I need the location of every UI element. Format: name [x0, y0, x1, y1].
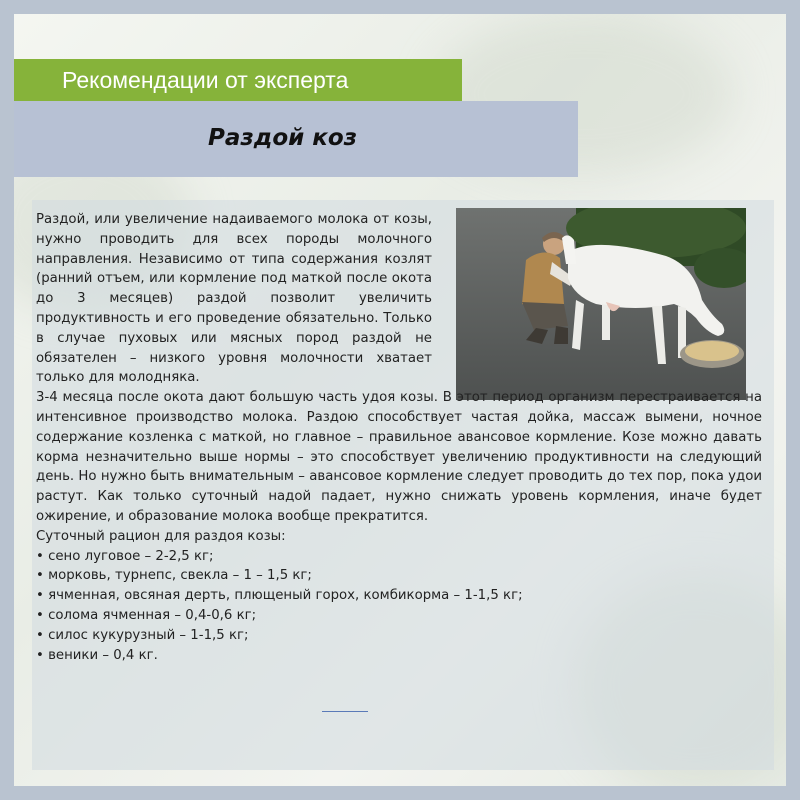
- list-item: • ячменная, овсяная дерть, плющеный горох, комбикорма – 1-1,5 кг;: [36, 588, 523, 604]
- page-title: Раздой коз: [208, 125, 358, 151]
- expert-banner: [14, 59, 462, 103]
- divider: [322, 711, 368, 712]
- ration-heading: Суточный рацион для раздоя козы:: [36, 528, 286, 544]
- list-item: • силос кукурузный – 1-1,5 кг;: [36, 627, 249, 643]
- title-banner: [14, 101, 578, 177]
- ration-list: [36, 547, 776, 666]
- list-item: • солома ячменная – 0,4-0,6 кг;: [36, 607, 257, 623]
- main-paragraph: 3-4 месяца после окота дают большую часть удоя козы. В этот период организм перестраивается на интенсивное производство молока. Раздою способствует частая дойка, массаж вымени, ночное содержание козленка с маткой, но главное – правильное авансовое кормление. Козе можно давать корма незначительно выше нормы – это способствует увеличению продуктивности на следующий день. Но нужно быть внимательным – авансовое кормление следует проводить до тех пор, пока удои растут. Как только суточный надой падает, нужно снижать уровень кормления, иначе будет ожирение, и образование молока вообще прекратится.: [36, 390, 762, 524]
- page-frame: [14, 14, 786, 786]
- list-item: • веники – 0,4 кг.: [36, 647, 158, 663]
- list-item: • морковь, турнепс, свекла – 1 – 1,5 кг;: [36, 568, 312, 584]
- article-text: [36, 210, 776, 665]
- intro-paragraph: Раздой, или увеличение надаиваемого молока от козы, нужно проводить для всех породы молочного направления. Независимо от типа содержания козлят (ранний отъем, или кормление под маткой после окота до 3 месяцев) раздой позволит увеличить продуктивность и его проведение обязательно. Только в случае пуховых или мясных пород раздой не обязателен – низкого уровня молочности хватает только для молодняка.: [36, 212, 432, 386]
- expert-label: Рекомендации от эксперта: [62, 67, 349, 93]
- list-item: • сено луговое – 2-2,5 кг;: [36, 548, 214, 564]
